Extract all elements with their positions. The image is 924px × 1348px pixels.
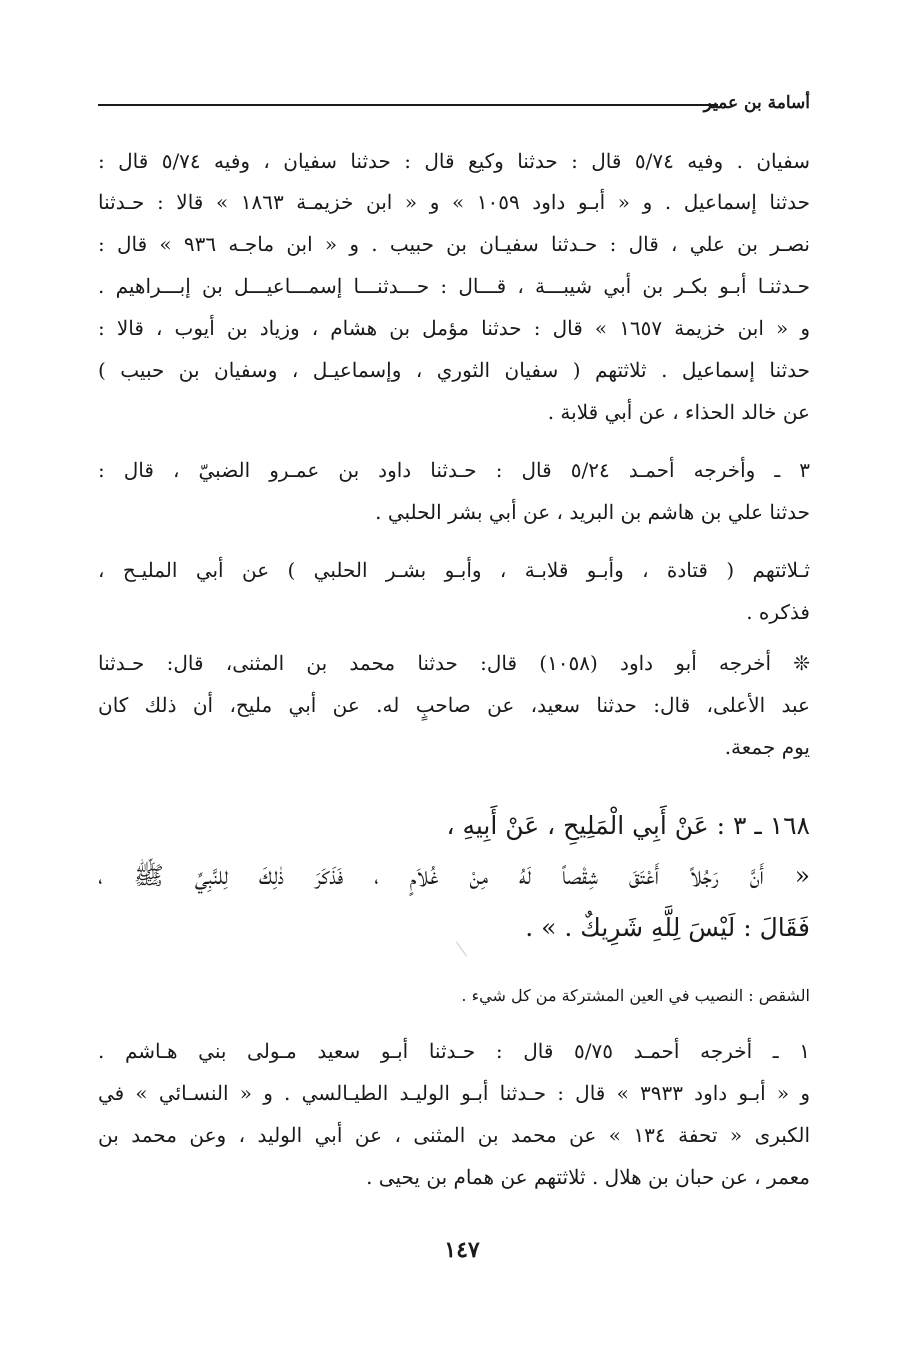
text-line: معمر ، عن حبان بن هلال . ثلاثتهم عن همام بن يحيى . bbox=[366, 1165, 810, 1189]
text-line: حـدثنـا أبـو بكـر بن أبي شيبـــة ، قـــال : حـــدثنـــا إسمـــاعيـــل بن إبـــراهيم . bbox=[98, 274, 810, 298]
running-header bbox=[98, 92, 810, 118]
text-line: عبد الأعلى، قال: حدثنا سعيد، عن صاحبٍ له. عن أبي مليح، أن ذلك كان bbox=[98, 693, 810, 717]
text-line: حدثنا علي بن هاشم بن البريد ، عن أبي بشر الحلبي . bbox=[375, 500, 810, 524]
text-line: الكبرى « تحفة ١٣٤ » عن محمد بن المثنى ، عن أبي الوليد ، وعن محمد بن bbox=[98, 1123, 810, 1147]
text-line: ❊ أخرجه أبو داود (١٠٥٨) قال: حدثنا محمد بن المثنى، قال: حـدثنا bbox=[98, 651, 810, 675]
text-line: و « ابن خزيمة ١٦٥٧ » قال : حدثنا مؤمل بن هشام ، وزياد بن أيوب ، قالا : bbox=[98, 316, 811, 340]
text-line: ١ ـ أخرجه أحمـد ٥/٧٥ قال : حـدثنا أبـو سعيد مـولى بني هـاشم . bbox=[98, 1039, 810, 1063]
text-line: فذكره . bbox=[746, 600, 810, 624]
page-number: ١٤٧ bbox=[444, 1237, 480, 1263]
text-line: ثـلاثتهم ( قتادة ، وأبـو قلابـة ، وأبـو بشـر الحلبي ) عن أبي المليـح ، bbox=[98, 558, 810, 582]
text-line: ٣ ـ وأخرجه أحمـد ٥/٢٤ قال : حـدثنا داود بن عمـرو الضبيّ ، قال : bbox=[98, 458, 811, 482]
text-line: سفيان . وفيه ٥/٧٤ قال : حدثنا وكيع قال : حدثنا سفيان ، وفيه ٥/٧٤ قال : bbox=[98, 149, 811, 173]
text-line: نصـر بن علي ، قال : حـدثنا سفيـان بن حبيب . و « ابن ماجـه ٩٣٦ » قال : bbox=[98, 232, 811, 256]
text-line: حدثنا إسماعيل . ثلاثتهم ( سفيان الثوري ، وإسماعيـل ، وسفيان بن حبيب ) bbox=[98, 358, 810, 382]
hadith-text-line: « أَنَّ رَجُلاً أَعْتَقَ شِقْصاً لَهُ مِنْ غُلاَمٍ ، فَذَكَرَ ذٰلِكَ لِلنَّبِيِّ ﷺ ، bbox=[98, 861, 810, 890]
glossary-note: الشقص : النصيب في العين المشتركة من كل شيء . bbox=[461, 986, 810, 1005]
text-line: عن خالد الحذاء ، عن أبي قلابة . bbox=[547, 400, 810, 424]
text-line: حدثنا إسماعيل . و « أبـو داود ١٠٥٩ » و « ابن خزيمـة ١٨٦٣ » قالا : حـدثنا bbox=[98, 190, 810, 214]
running-header-title: أسامة بن عمير bbox=[703, 93, 810, 113]
hadith-text-line: فَقَالَ : لَيْسَ لِلَّهِ شَرِيكٌ . » . bbox=[525, 913, 810, 942]
header-rule bbox=[98, 104, 718, 106]
text-line: و « أبـو داود ٣٩٣٣ » قال : حـدثنا أبـو الوليـد الطيـالسي . و « النسـائي » في bbox=[98, 1081, 811, 1105]
hadith-heading: ١٦٨ ـ ٣ : عَنْ أَبِي الْمَلِيحِ ، عَنْ أَبِيهِ ، bbox=[446, 811, 810, 840]
text-line: يوم جمعة. bbox=[724, 735, 810, 759]
